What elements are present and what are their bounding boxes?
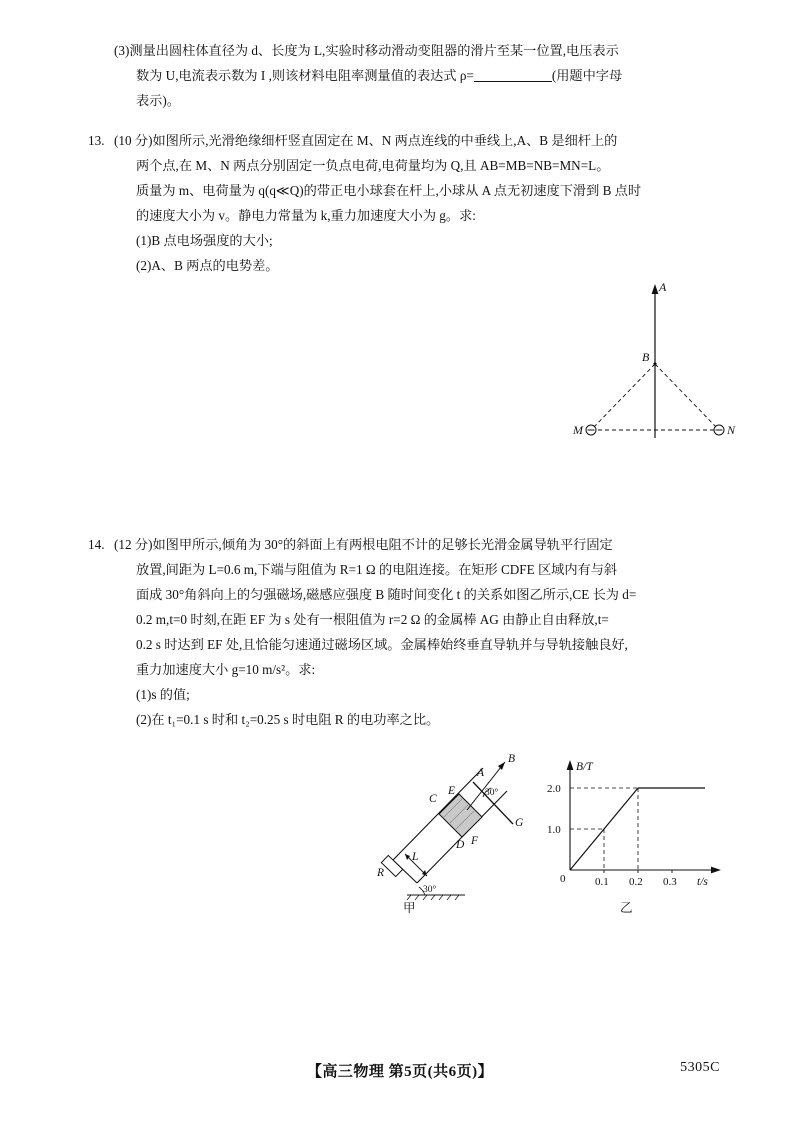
q14-line-1-text: 如图甲所示,倾角为 30°的斜面上有两根电阻不计的足够长光滑金属导轨平行固定 xyxy=(152,537,613,552)
figure-13-label-M: M xyxy=(573,423,583,437)
figure-14-label-G: G xyxy=(515,817,524,829)
figure-13-svg xyxy=(560,278,750,453)
figure-14-label-C: C xyxy=(429,793,437,805)
figure-14-label-B: B xyxy=(508,753,516,765)
q14-line-1 xyxy=(114,532,714,557)
figure-14-label-D: D xyxy=(456,839,465,851)
footer-paper-code: 5305C xyxy=(680,1060,720,1075)
answer-blank xyxy=(474,69,552,82)
q14-line-5: 0.2 s 时达到 EF 处,且恰能匀速通过磁场区域。金属棒始终垂直导轨并与导轨接触良好, xyxy=(136,637,628,652)
question-13-number: 13. xyxy=(88,133,105,148)
figure-14-label-angle-incline: 30° xyxy=(423,885,437,895)
figure-14-svg xyxy=(355,740,755,920)
figure-14-yi xyxy=(547,760,721,888)
q13-line-6: (2)A、B 两点的电势差。 xyxy=(136,258,279,273)
q14-line-3: 面成 30°角斜向上的匀强磁场,磁感应强度 B 随时间变化 t 的关系如图乙所示,CE 长为 d= xyxy=(136,587,637,602)
question-13 xyxy=(114,128,714,278)
q3-line-2-text: 数为 U,电流表示数为 I ,则该材料电阻率测量值的表达式 ρ= xyxy=(136,68,474,83)
q14-line-4: 0.2 m,t=0 时刻,在距 EF 为 s 处有一根阻值为 r=2 Ω 的金属棒 AG 由静止自由释放,t= xyxy=(136,612,609,627)
figure-question-14 xyxy=(355,740,755,920)
question-14-number: 14. xyxy=(88,537,105,552)
figure-14-yi-xlabel: t/s xyxy=(697,876,708,888)
q13-line-5: (1)B 点电场强度的大小; xyxy=(136,233,273,248)
q3-line-3: 表示)。 xyxy=(136,93,180,108)
figure-13-label-A: A xyxy=(659,280,667,294)
q14-score: (12 分) xyxy=(114,537,153,552)
figure-14-yi-xtick-03: 0.3 xyxy=(663,876,677,888)
q13-line-4: 的速度大小为 v。静电力常量为 k,重力加速度大小为 g。求: xyxy=(136,208,476,223)
q14-line-7: (1)s 的值; xyxy=(136,687,190,702)
q3-line-2-tail: (用题中字母 xyxy=(551,68,623,83)
figure-14-yi-xtick-02: 0.2 xyxy=(629,876,643,888)
figure-13-label-N: N xyxy=(727,423,736,437)
figure-14-yi-xtick-01: 0.1 xyxy=(595,876,609,888)
q13-score: (10 分) xyxy=(114,133,153,148)
figure-14-label-F: F xyxy=(471,835,479,847)
figure-14-jia-caption: 甲 xyxy=(403,901,416,915)
q14-line-6: 重力加速度大小 g=10 m/s²。求: xyxy=(136,662,316,677)
figure-14-yi-caption: 乙 xyxy=(620,901,633,915)
figure-14-jia xyxy=(376,753,524,900)
figure-14-yi-origin: 0 xyxy=(560,873,566,885)
q14-line-8: (2)在 t₁=0.1 s 时和 t₂=0.25 s 时电阻 R 的电功率之比。 xyxy=(136,712,440,727)
figure-14-yi-ytick-1: 1.0 xyxy=(547,824,561,836)
figure-14-label-L: L xyxy=(412,851,419,863)
figure-14-label-A: A xyxy=(477,767,485,779)
figure-14-label-E: E xyxy=(448,785,456,797)
figure-13-label-B: B xyxy=(642,350,650,364)
q13-line-1-text: 如图所示,光滑绝缘细杆竖直固定在 M、N 两点连线的中垂线上,A、B 是细杆上的 xyxy=(152,133,618,148)
q13-line-3: 质量为 m、电荷量为 q(q≪Q)的带正电小球套在杆上,小球从 A 点无初速度下滑到 B 点时 xyxy=(136,183,642,198)
q3-line-1: (3)测量出圆柱体直径为 d、长度为 L,实验时移动滑动变阻器的滑片至某一位置,电压表示 xyxy=(114,43,619,58)
figure-14-yi-ytick-2: 2.0 xyxy=(547,783,561,795)
question-3-continued xyxy=(114,38,714,113)
q13-line-1 xyxy=(114,128,714,153)
figure-14-yi-ylabel: B/T xyxy=(576,761,593,773)
figure-question-13 xyxy=(560,278,750,453)
q3-line-2 xyxy=(114,63,714,88)
footer-page-label: 【高三物理 第5页(共6页)】 xyxy=(306,1064,494,1080)
q14-line-2: 放置,间距为 L=0.6 m,下端与阻值为 R=1 Ω 的电阻连接。在矩形 CDFE 区域内有与斜 xyxy=(136,562,618,577)
q13-line-2: 两个点,在 M、N 两点分别固定一负点电荷,电荷量均为 Q,且 AB=MB=NB=MN=L。 xyxy=(136,158,610,173)
figure-14-label-R: R xyxy=(377,867,385,879)
figure-14-label-angle-field: 30° xyxy=(485,788,499,798)
question-14 xyxy=(114,532,714,732)
